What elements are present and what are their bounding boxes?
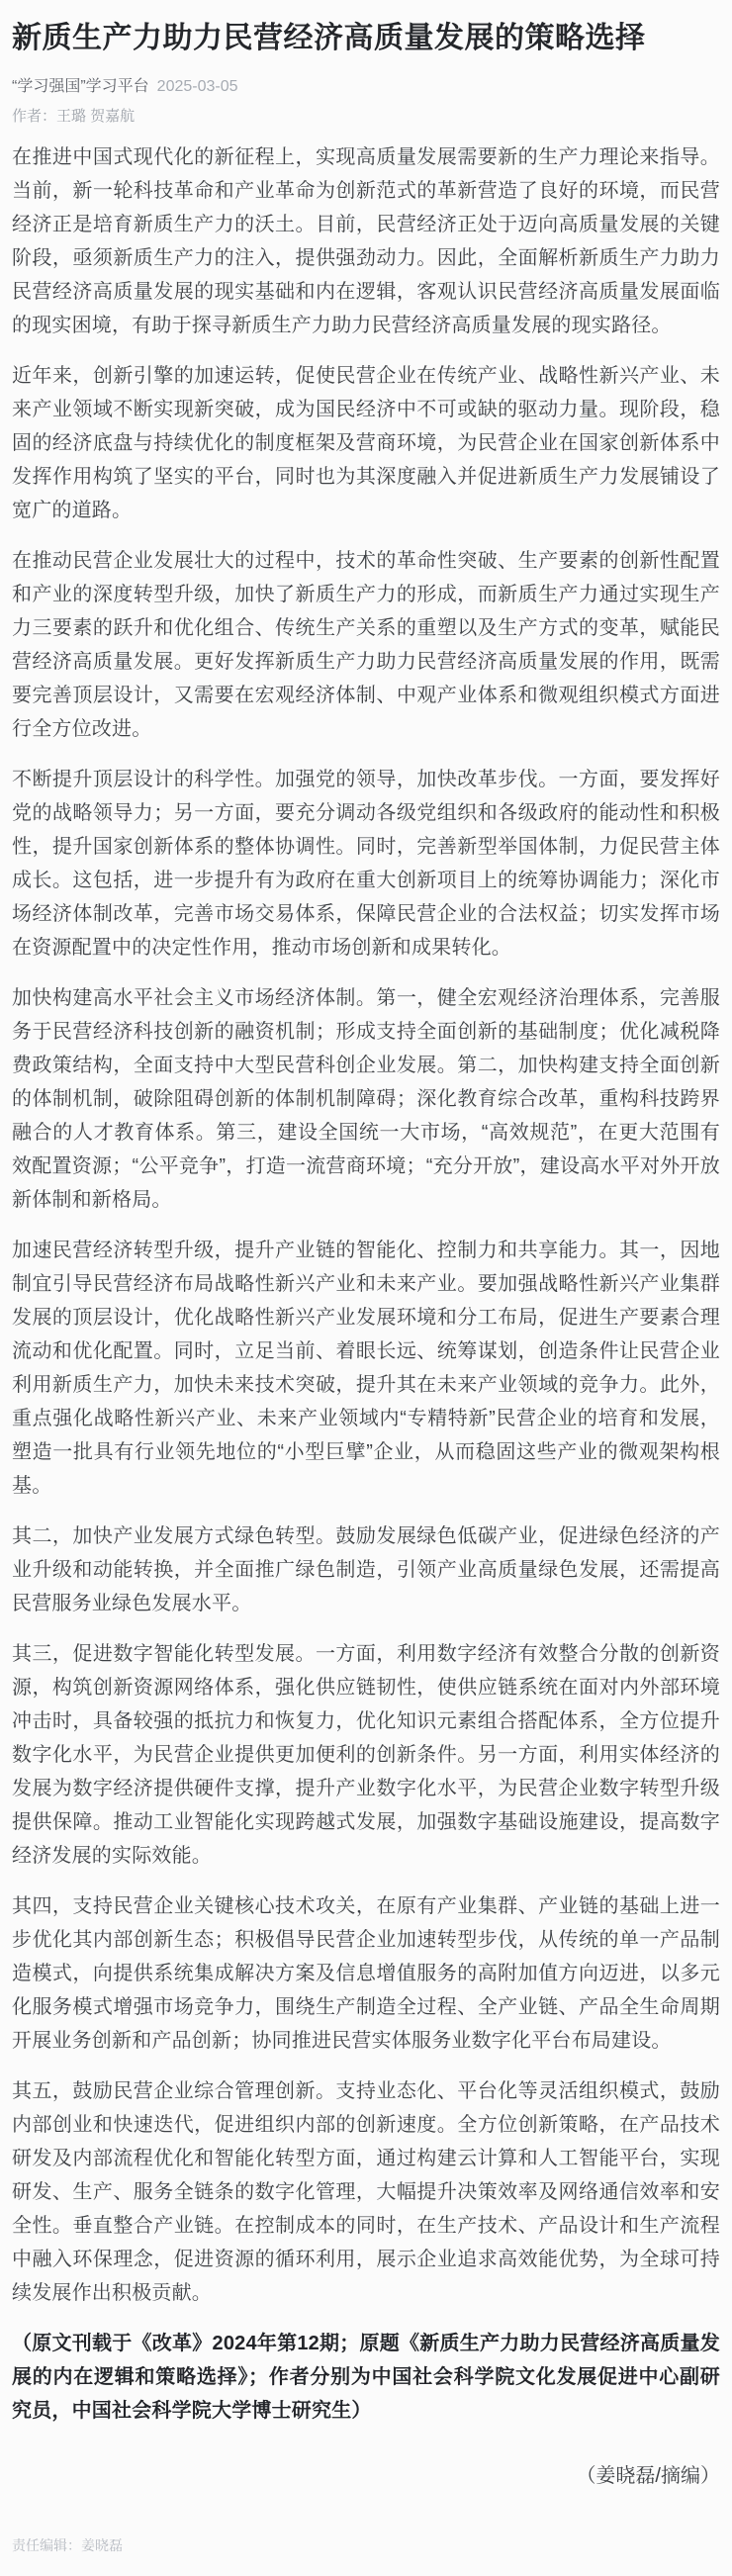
- article-author-line: [12, 109, 720, 124]
- article-paragraph: 在推动民营企业发展壮大的过程中，技术的革命性突破、生产要素的创新性配置和产业的深度转型升级，加快了新质生产力的形成，而新质生产力通过实现生产力三要素的跃升和优化组合、传统生产关系的重塑以及生产方式的变革，赋能民营经济高质量发展。更好发挥新质生产力助力民营经济高质量发展的作用，既需要完善顶层设计，又需要在宏观经济体制、中观产业体系和微观组织模式方面进行全方位改进。: [12, 549, 720, 740]
- article-paragraph: 其四，支持民营企业关键核心技术攻关，在原有产业集群、产业链的基础上进一步优化其内部创新生态；积极倡导民营企业加速转型步伐，从传统的单一产品制造模式，向提供系统集成解决方案及信息增值服务的高附加值方向迈进，以多元化服务模式增强市场竞争力，围绕生产制造全过程、全产业链、产品全生命周期开展业务创新和产品创新；协同推进民营实体服务业数字化平台布局建设。: [12, 1894, 720, 2052]
- author-label: 作者：: [12, 107, 57, 125]
- article-body: [12, 140, 720, 2310]
- article-paragraph: 加快构建高水平社会主义市场经济体制。第一，健全宏观经济治理体系，完善服务于民营经济科技创新的融资机制；形成支持全面创新的基础制度；优化减税降费政策结构，全面支持中大型民营科创企业发展。第二，加快构建支持全面创新的体制机制，破除阻碍创新的体制机制障碍；深化教育综合改革，重构科技跨界融合的人才教育体系。第三，建设全国统一大市场，“高效规范”，在更大范围有效配置资源；“公平竞争”，打造一流营商环境；“充分开放”，建设高水平对外开放新体制和新格局。: [12, 986, 720, 1211]
- article-title: 新质生产力助力民营经济高质量发展的策略选择: [12, 22, 646, 54]
- author-names: 王璐 贺嘉航: [56, 107, 136, 125]
- article-paragraph: 其三，促进数字智能化转型发展。一方面，利用数字经济有效整合分散的创新资源，构筑创新资源网络体系，强化供应链韧性，使供应链系统在面对内外部环境冲击时，具备较强的抵抗力和恢复力，优化知识元素组合搭配体系，全方位提升数字化水平，为民营企业提供更加便利的创新条件。另一方面，利用实体经济的发展为数字经济提供硬件支撑，提升产业数字化水平，为民营企业数字转型升级提供保障。推动工业智能化实现跨越式发展，加强数字基础设施建设，提高数字经济发展的实际效能。: [12, 1642, 720, 1867]
- article-source: “学习强国”学习平台: [12, 77, 149, 95]
- editor-footer: [12, 2538, 720, 2552]
- article-paragraph: 在推进中国式现代化的新征程上，实现高质量发展需要新的生产力理论来指导。当前，新一轮科技革命和产业革命为创新范式的革新营造了良好的环境，而民营经济正是培育新质生产力的沃土。目前，民营经济正处于迈向高质量发展的关键阶段，亟须新质生产力的注入，提供强劲动力。因此，全面解析新质生产力助力民营经济高质量发展的现实基础和内在逻辑，客观认识民营经济高质量发展面临的现实困境，有助于探寻新质生产力助力民营经济高质量发展的现实路径。: [12, 145, 720, 336]
- article-meta: [12, 79, 720, 95]
- article-paragraph: 其五，鼓励民营企业综合管理创新。支持业态化、平台化等灵活组织模式，鼓励内部创业和快速迭代，促进组织内部的创新速度。全方位创新策略，在产品技术研发及内部流程优化和智能化转型方面，通过构建云计算和人工智能平台，实现研发、生产、服务全链条的数字化管理，大幅提升决策效率及网络通信效率和安全性。垂直整合产业链。在控制成本的同时，在生产技术、产品设计和生产流程中融入环保理念，促进资源的循环利用，展示企业追求高效能优势，为全球可持续发展作出积极贡献。: [12, 2079, 720, 2304]
- article-compiler-credit: （姜晓磊/摘编）: [576, 2464, 720, 2487]
- article-paragraph: 其二，加快产业发展方式绿色转型。鼓励发展绿色低碳产业，促进绿色经济的产业升级和动能转换，并全面推广绿色制造，引领产业高质量绿色发展，还需提高民营服务业绿色发展水平。: [12, 1524, 720, 1614]
- editor-name: 姜晓磊: [81, 2536, 123, 2553]
- article-paragraph: 不断提升顶层设计的科学性。加强党的领导，加快改革步伐。一方面，要发挥好党的战略领导力；另一方面，要充分调动各级党组织和各级政府的能动性和积极性，提升国家创新体系的整体协调性。同时，完善新型举国体制，力促民营主体成长。这包括，进一步提升有为政府在重大创新项目上的统筹协调能力；深化市场经济体制改革，完善市场交易体系，保障民营企业的合法权益；切实发挥市场在资源配置中的决定性作用，推动市场创新和成果转化。: [12, 768, 720, 959]
- article-paragraph: 加速民营经济转型升级，提升产业链的智能化、控制力和共享能力。其一，因地制宜引导民营经济布局战略性新兴产业和未来产业。要加强战略性新兴产业集群发展的顶层设计，优化战略性新兴产业发展环境和分工布局，促进生产要素合理流动和优化配置。同时，立足当前、着眼长远、统筹谋划，创造条件让民营企业利用新质生产力，加快未来技术突破，提升其在未来产业领域的竞争力。此外，重点强化战略性新兴产业、未来产业领域内“专精特新”民营企业的培育和发展，塑造一批具有行业领先地位的“小型巨擘”企业，从而稳固这些产业的微观架构根基。: [12, 1239, 720, 1497]
- article-source-note: （原文刊载于《改革》2024年第12期；原题《新质生产力助力民营经济高质量发展的内在逻辑和策略选择》；作者分别为中国社会科学院文化发展促进中心副研究员，中国社会科学院大学博士研究生）: [12, 2332, 720, 2422]
- article-date: 2025-03-05: [156, 77, 238, 95]
- editor-label: 责任编辑：: [12, 2536, 81, 2553]
- article-paragraph: 近年来，创新引擎的加速运转，促使民营企业在传统产业、战略性新兴产业、未来产业领域不断实现新突破，成为国民经济中不可或缺的驱动力量。现阶段，稳固的经济底盘与持续优化的制度框架及营商环境，为民营企业在国家创新体系中发挥作用构筑了坚实的平台，同时也为其深度融入并促进新质生产力发展铺设了宽广的道路。: [12, 364, 720, 521]
